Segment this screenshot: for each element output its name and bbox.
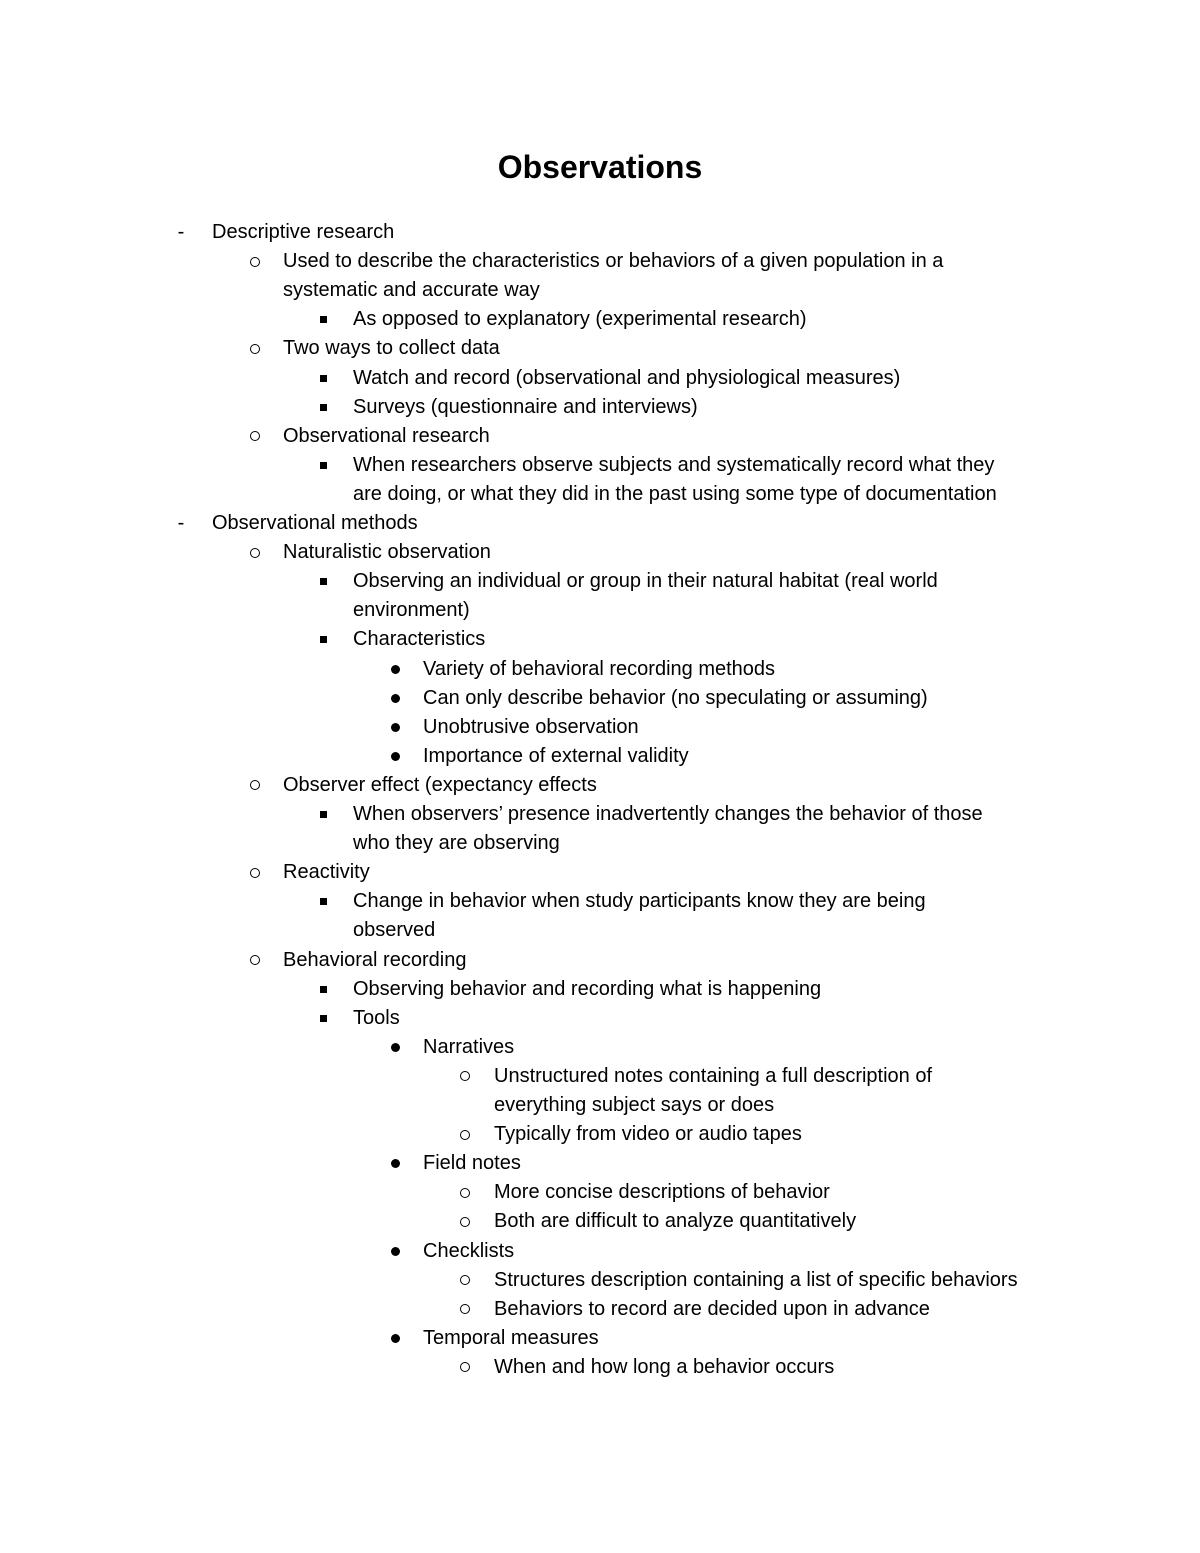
outline-text: Change in behavior when study participants know they are being [353, 890, 926, 913]
outline-text: Variety of behavioral recording methods [423, 657, 776, 680]
outline-line [0, 1237, 1200, 1266]
circle-bullet-icon [244, 771, 266, 800]
outline-text: Observational research [283, 424, 490, 447]
outline-line [0, 218, 1200, 247]
outline-line [0, 946, 1200, 975]
outline-line [0, 684, 1200, 713]
outline-text: Watch and record (observational and physiological measures) [353, 366, 901, 389]
outline-line [0, 596, 1200, 625]
outline-line [0, 509, 1200, 538]
outline-text: Two ways to collect data [283, 337, 500, 360]
circle-bullet-icon [244, 334, 266, 363]
outline-line [0, 1149, 1200, 1178]
outline-text: Observational methods [212, 512, 418, 534]
square-bullet-icon [312, 975, 334, 1004]
outline-line [0, 334, 1200, 363]
outline-line [0, 916, 1200, 945]
dot-bullet-icon [384, 1237, 406, 1266]
square-bullet-icon [312, 800, 334, 829]
square-bullet-icon [312, 625, 334, 654]
dot-bullet-icon [384, 655, 406, 684]
outline-line [0, 1178, 1200, 1207]
outline-line [0, 276, 1200, 305]
circle-bullet-icon [244, 247, 266, 276]
outline-text: Observing an individual or group in their natural habitat (real world [353, 570, 938, 593]
outline-line [0, 393, 1200, 422]
circle-bullet-icon [454, 1207, 476, 1236]
outline-line [0, 1033, 1200, 1062]
outline-line [0, 480, 1200, 509]
outline-text: Can only describe behavior (no speculating or assuming) [423, 686, 928, 709]
circle-bullet-icon [244, 422, 266, 451]
outline-text: Reactivity [283, 861, 370, 884]
dot-bullet-icon [384, 1149, 406, 1178]
outline-line [0, 1120, 1200, 1149]
outline-line [0, 538, 1200, 567]
outline-text: everything subject says or does [494, 1094, 775, 1116]
outline-text: observed [353, 919, 436, 942]
dot-bullet-icon [384, 1324, 406, 1353]
square-bullet-icon [312, 393, 334, 422]
circle-bullet-icon [454, 1266, 476, 1295]
outline-line [0, 713, 1200, 742]
outline-text: Importance of external validity [423, 744, 689, 767]
outline-text: Field notes [423, 1152, 521, 1175]
outline-line [0, 771, 1200, 800]
square-bullet-icon [312, 1004, 334, 1033]
outline-text: Structures description containing a list of specific behaviors [494, 1268, 1018, 1291]
outline-line [0, 247, 1200, 276]
dot-bullet-icon [384, 1033, 406, 1062]
outline-line [0, 1091, 1200, 1120]
outline-text: Tools [353, 1006, 400, 1029]
square-bullet-icon [312, 887, 334, 916]
outline-line [0, 1004, 1200, 1033]
circle-bullet-icon [454, 1353, 476, 1382]
square-bullet-icon [312, 305, 334, 334]
outline-text: Naturalistic observation [283, 541, 491, 564]
circle-bullet-icon [454, 1178, 476, 1207]
outline-text: Unstructured notes containing a full description of [494, 1064, 933, 1087]
circle-bullet-icon [454, 1062, 476, 1091]
outline-text: Surveys (questionnaire and interviews) [353, 395, 698, 418]
outline-text: As opposed to explanatory (experimental research) [353, 308, 807, 331]
outline-text: who they are observing [353, 832, 560, 855]
outline-line [0, 1207, 1200, 1236]
circle-bullet-icon [244, 858, 266, 887]
dot-bullet-icon [384, 684, 406, 713]
outline-text: Checklists [423, 1239, 515, 1262]
square-bullet-icon [312, 567, 334, 596]
outline-text: Narratives [423, 1035, 515, 1058]
outline-text: Behaviors to record are decided upon in advance [494, 1297, 930, 1320]
outline-line [0, 655, 1200, 684]
outline-text: Unobtrusive observation [423, 715, 639, 738]
outline-line [0, 1062, 1200, 1091]
outline-line [0, 1324, 1200, 1353]
outline-text: are doing, or what they did in the past using some type of documentation [353, 482, 997, 505]
outline-line [0, 858, 1200, 887]
circle-bullet-icon [244, 946, 266, 975]
circle-bullet-icon [244, 538, 266, 567]
outline-text: Temporal measures [423, 1326, 599, 1349]
dot-bullet-icon [384, 713, 406, 742]
outline-text: Characteristics [353, 628, 486, 651]
circle-bullet-icon [454, 1120, 476, 1149]
outline-line [0, 422, 1200, 451]
outline-text: When observers’ presence inadvertently changes the behavior of those [353, 803, 983, 825]
outline-text: Typically from video or audio tapes [494, 1123, 802, 1146]
outline-text: Observing behavior and recording what is happening [353, 977, 822, 1000]
outline-text: Used to describe the characteristics or behaviors of a given population in a [283, 250, 944, 273]
outline-line [0, 1295, 1200, 1324]
outline-line [0, 829, 1200, 858]
outline-line [0, 567, 1200, 596]
outline-text: Behavioral recording [283, 948, 467, 971]
outline-line [0, 451, 1200, 480]
outline-line [0, 742, 1200, 771]
outline-line [0, 625, 1200, 654]
outline-line [0, 800, 1200, 829]
outline-text: Observer effect (expectancy effects [283, 773, 597, 796]
outline-line [0, 1266, 1200, 1295]
outline-text: Descriptive research [212, 221, 395, 243]
outline-text: systematic and accurate way [283, 279, 540, 302]
outline-line [0, 1353, 1200, 1382]
outline-line [0, 975, 1200, 1004]
dash-bullet-icon: - [177, 221, 185, 243]
square-bullet-icon [312, 364, 334, 393]
outline-line [0, 364, 1200, 393]
outline-text: Both are difficult to analyze quantitatively [494, 1210, 857, 1233]
outline-text: More concise descriptions of behavior [494, 1181, 830, 1204]
outline-line [0, 305, 1200, 334]
outline-text: environment) [353, 599, 470, 622]
dot-bullet-icon [384, 742, 406, 771]
page-title: Observations [497, 149, 703, 185]
outline-line [0, 887, 1200, 916]
dash-bullet-icon: - [177, 512, 185, 534]
outline-text: When and how long a behavior occurs [494, 1355, 835, 1378]
square-bullet-icon [312, 451, 334, 480]
circle-bullet-icon [454, 1295, 476, 1324]
outline-text: When researchers observe subjects and systematically record what they [353, 453, 995, 476]
